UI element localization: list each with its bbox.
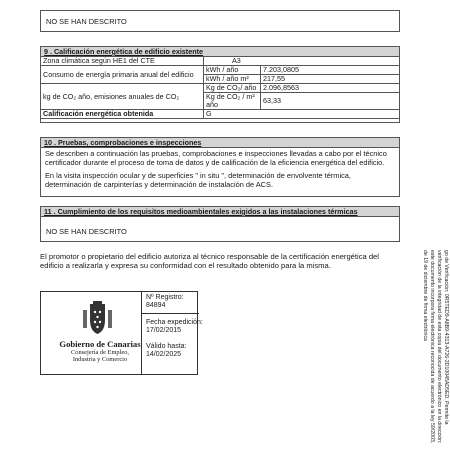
section-10-paragraph-1: Se describen a continuación las pruebas, comprobaciones e inspecciones llevadas a cabo por el técnico certificador durante el proceso de toma de datos y de calificación de la eficiencia energética del edificio. [45,149,387,167]
energy-unit-year: kWh / año [204,66,261,75]
energy-label: Consumo de energía primaria anual del edificio [41,66,204,84]
issue-date-value: 17/02/2015 [146,327,182,334]
valid-until-value: 14/02/2025 [146,351,182,358]
rating-value: G [204,110,400,119]
stamp-details [141,291,203,375]
energy-unit-m2: kWh / año m² [204,75,261,84]
co2-label: kg de CO₂ año, emisiones anuales de CO₂ [41,84,204,110]
issue-date-label: Fecha expedición: [146,319,203,326]
verification-code-line: go de Verificación: 0R5TED9-A8B9-4313-A726-2D10045AD5ED. Permite la verificación de la integridad de esta copia del documento electrónico en la dirección: [436,250,449,444]
registration-stamp [40,291,203,375]
section-11-title: 11 . Cumplimiento de los requisitos medioambientales exigidos a las instalaciones térmicas [41,207,399,217]
co2-unit-year: Kg de CO₂/ año [204,84,261,93]
co2-value-year: 2.096,8563 [261,84,400,93]
section-10-paragraph-2: En la visita inspección ocular y de superficies " in situ ", determinación de envolvente térmica, determinación de carpinterías y determinación de instalación de ACS. [45,171,351,189]
previous-section-text: NO SE HAN DESCRITO [46,17,127,26]
valid-until-label: Válido hasta: [146,343,187,350]
registration-separator [142,313,199,314]
section-11-box [40,206,400,242]
canary-shield-icon [57,300,139,340]
co2-unit-m2: Kg de CO₂ / m² año [204,93,261,110]
zone-value: A3 [204,57,400,66]
owner-authorization-statement: El promotor o propietario del edificio autoriza al técnico responsable de la certificación energética del edificio a realizarla y expresa su conformidad con el resultado obtenido para la misma. [40,252,379,270]
energy-rating-table [40,56,400,119]
org-name: Gobierno de Canarias [59,339,141,349]
energy-value-m2: 217,55 [261,75,400,84]
energy-value-year: 7.203,0805 [261,66,400,75]
section-11-text: NO SE HAN DESCRITO [46,227,127,236]
registration-label: Nº Registro: [146,294,184,301]
dept-line-1: Consejería de Empleo, [70,349,130,356]
co2-value-m2: 63,33 [261,93,400,110]
electronic-signature-line: este documento incorpora firma electrónica reconocida de acuerdo a la ley 59/2003, de 19 de diciembre de firma electrónica [422,250,435,444]
rating-label: Calificación energética obtenida [41,110,204,119]
dept-line-2: Industria y Comercio [72,356,128,363]
verification-side-text [397,250,450,450]
section-9-title: 9 . Calificación energética de edificio existente [41,47,399,57]
section-9-box [40,46,400,123]
zone-label: Zona climática según HE1 del CTE [41,57,204,66]
section-10-title: 10 . Pruebas, comprobaciones e inspecciones [41,138,399,148]
section-10-box [40,137,400,197]
registration-number: 84894 [146,302,166,309]
coat-of-arms-logo [57,300,139,340]
previous-section-box [40,10,400,32]
